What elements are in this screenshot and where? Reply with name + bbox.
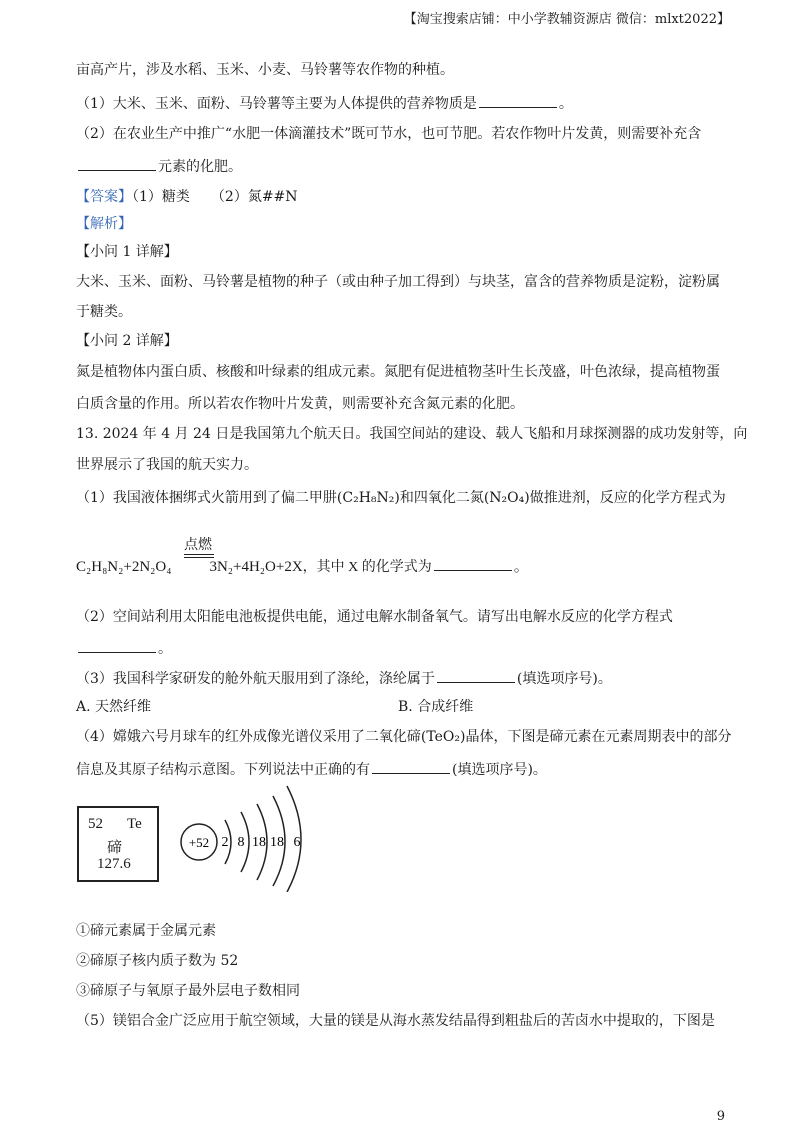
q13-part1: （1）我国液体捆绑式火箭用到了偏二甲肼(C₂H₈N₂)和四氧化二氮(N₂O₄)做推进剂，反应的化学方程式为 [76, 490, 726, 506]
q13-part4-line2 [76, 759, 547, 780]
q13-part4-end: (填选项序号)。 [452, 762, 547, 778]
equation-end: 。 [513, 559, 529, 575]
atomic-number: 52 [88, 816, 103, 832]
statement-2: ②碲原子核内质子数为 52 [76, 953, 239, 969]
answer-blank [78, 156, 156, 171]
detail2-line2: 白质含量的作用。所以若农作物叶片发黄，则需要补充含氮元素的化肥。 [76, 396, 524, 412]
shell-electrons-2: 8 [237, 835, 245, 850]
page-number: 9 [716, 1109, 725, 1124]
answer-line [76, 187, 298, 207]
chemical-equation [76, 556, 529, 579]
periodic-table-cell [77, 806, 159, 882]
shell-electrons-1: 2 [221, 835, 229, 850]
q13-part2-line2 [76, 638, 172, 659]
statement-1: ①碲元素属于金属元素 [76, 923, 216, 939]
analysis-label: 【解析】 [76, 216, 132, 232]
detail1-title: 【小问 1 详解】 [76, 244, 178, 260]
q13-part3-end: (填选项序号)。 [516, 671, 612, 687]
option-a: A. 天然纤维 [76, 699, 152, 715]
detail1-line1: 大米、玉米、面粉、马铃薯是植物的种子（或由种子加工得到）与块茎，富含的营养物质是淀粉，淀粉属 [76, 274, 720, 290]
detail1-line2: 于糖类。 [76, 304, 132, 320]
answer-blank [78, 638, 156, 653]
q13-part4-text: 信息及其原子结构示意图。下列说法中正确的有 [76, 762, 370, 778]
answer-blank [479, 93, 557, 108]
answer-text: （1）糖类 （2）氮##N [132, 189, 298, 205]
reaction-condition: 点燃 [184, 537, 212, 553]
q13-part4-line1: （4）嫦娥六号月球车的红外成像光谱仪采用了二氧化碲(TeO₂)晶体，下图是碲元素在元素周期表中的部分 [76, 729, 732, 745]
q13-part2-line1: （2）空间站利用太阳能电池板提供电能，通过电解水制备氧气。请写出电解水反应的化学方程式 [76, 609, 673, 625]
element-name: 碲 [107, 840, 123, 856]
intro-text: 亩高产片，涉及水稻、玉米、小麦、马铃薯等农作物的种植。 [76, 62, 454, 78]
q13-part5: （5）镁铝合金广泛应用于航空领域，大量的镁是从海水蒸发结晶得到粗盐后的苦卤水中提取的，下图是 [76, 1013, 715, 1029]
answer-blank [372, 759, 450, 774]
nucleus-charge: +52 [188, 835, 210, 850]
answer-blank [437, 668, 515, 683]
q12-part1 [76, 93, 573, 114]
detail2-title: 【小问 2 详解】 [76, 333, 178, 349]
equation-right: 3N₂+4H₂O+2X [209, 559, 303, 575]
answer-label: 【答案】 [76, 189, 132, 205]
atomic-mass: 127.6 [97, 856, 131, 872]
answer-blank [434, 556, 512, 571]
q13-part2-end: 。 [158, 641, 172, 657]
q13-line2: 世界展示了我国的航天实力。 [76, 457, 258, 473]
q12-part1-text: （1）大米、玉米、面粉、马铃薯等主要为人体提供的营养物质是 [76, 96, 477, 112]
q12-part1-end: 。 [558, 96, 573, 112]
statement-3: ③碲原子与氧原子最外层电子数相同 [76, 983, 300, 999]
equation-left: C₂H₈N₂+2N₂O₄ [76, 559, 172, 575]
shell-electrons-3: 18 [252, 835, 266, 850]
equation-question: ，其中 X 的化学式为 [302, 560, 432, 575]
shell-electrons-4: 18 [270, 835, 284, 850]
q12-part2-line1: （2）在农业生产中推广“水肥一体滴灌技术”既可节水，也可节肥。若农作物叶片发黄，则需要补充含 [76, 126, 702, 142]
page-header: 【淘宝搜索店铺：中小学教辅资源店 微信：mlxt2022】 [403, 12, 730, 27]
shell-electrons-5: 6 [293, 835, 301, 850]
q12-part2-line2 [76, 156, 242, 177]
q12-part2-end: 元素的化肥。 [158, 159, 242, 175]
q13-part3-text: （3）我国科学家研发的舱外航天服用到了涤纶，涤纶属于 [76, 671, 435, 687]
q13-part3 [76, 668, 612, 689]
option-b: B. 合成纤维 [398, 699, 474, 715]
detail2-line1: 氮是植物体内蛋白质、核酸和叶绿素的组成元素。氮肥有促进植物茎叶生长茂盛，叶色浓绿，提高植物蛋 [76, 364, 720, 380]
atomic-structure-diagram [175, 782, 315, 892]
element-symbol: Te [127, 816, 142, 832]
q13-line1: 13. 2024 年 4 月 24 日是我国第九个航天日。我国空间站的建设、载人飞船和月球探测器的成功发射等，向 [76, 426, 748, 442]
